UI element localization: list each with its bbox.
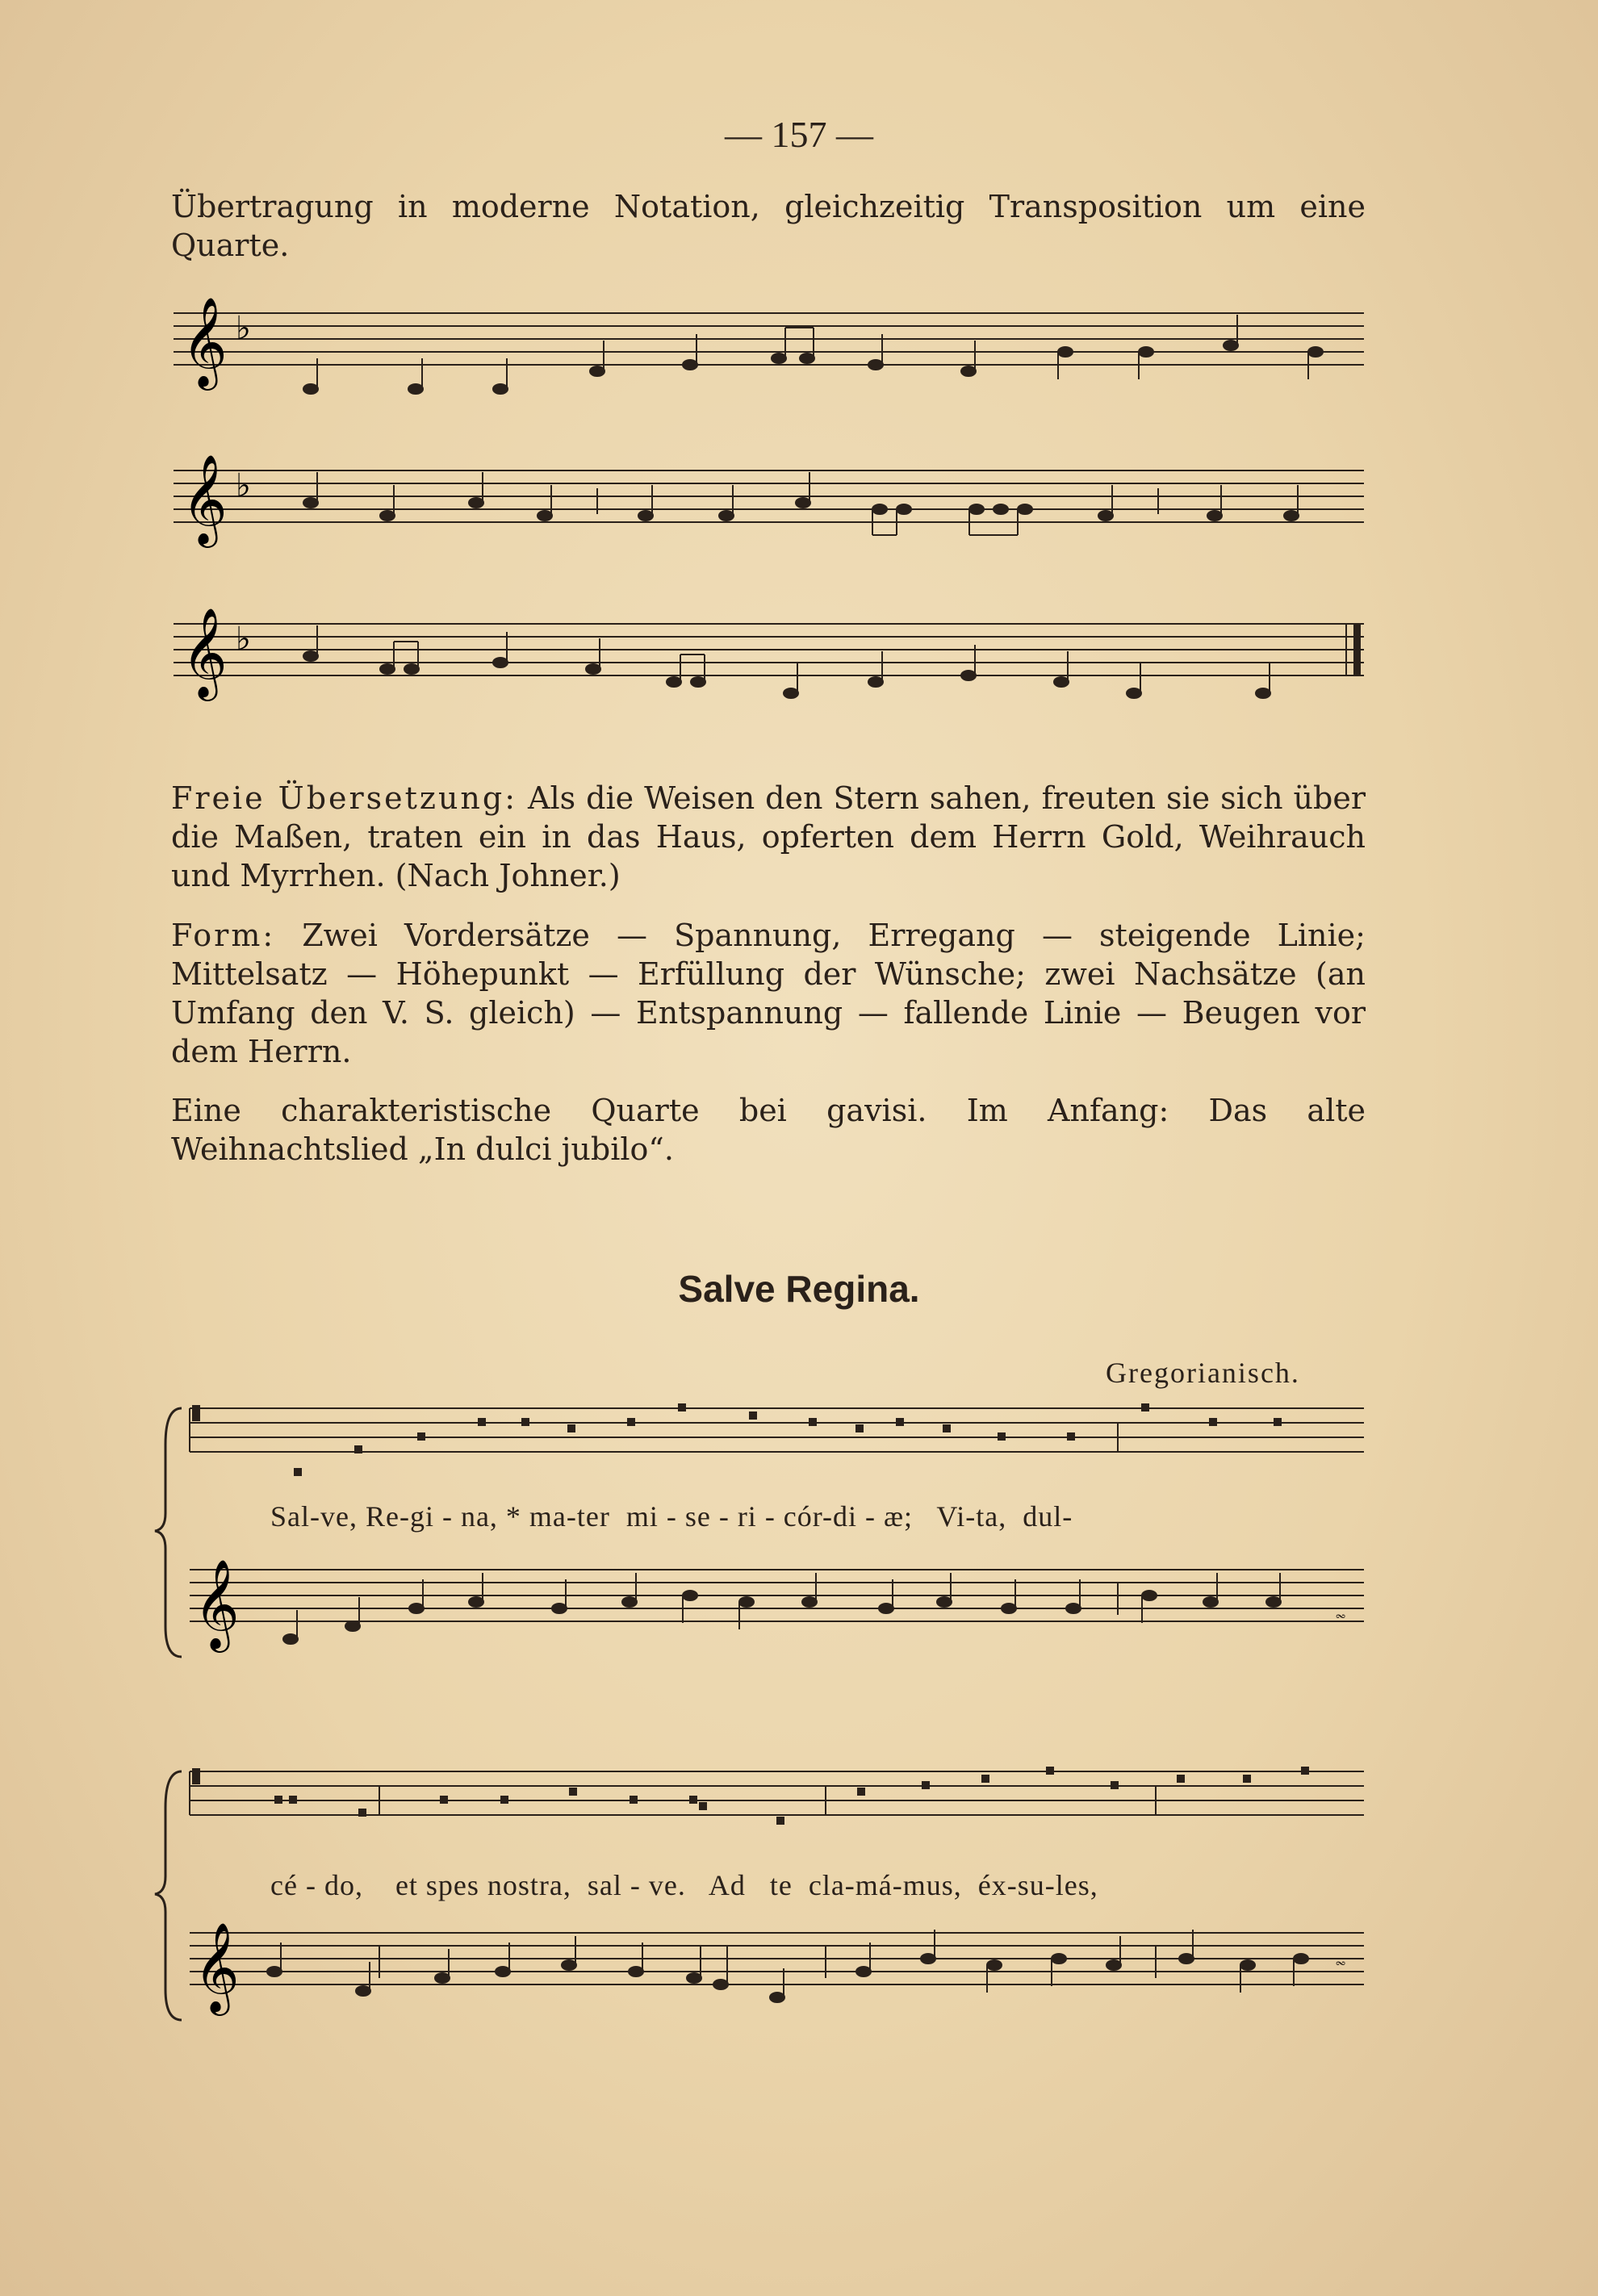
translation-text: Als die Weisen den Stern sahen, freuten sie sich über die Maßen, traten ein in das Haus, opferten dem Herrn Gold, Weihrauch und Myrrhen. (Nach Johner.) <box>171 780 1366 893</box>
form-lead: Form: <box>171 918 276 953</box>
melody-staff-3 <box>0 609 1598 722</box>
treble-clef-icon: 𝄞 <box>182 296 228 387</box>
lyric-line-2: cé - do, et spes nostra, sal - ve. Ad te cla-má-mus, éx-su-les, <box>270 1869 1098 1901</box>
treble-clef-icon: 𝄞 <box>194 1558 240 1649</box>
translation-lead: Freie Übersetzung: <box>171 780 518 816</box>
system-brace <box>155 1408 182 1657</box>
trill-icon: 𝆗 <box>1336 1951 1346 1972</box>
form-text: Zwei Vordersätze — Spannung, Erregang — steigende Linie; Mittelsatz — Höhepunkt — Erfüllung der Wünsche; zwei Nachsätze (an Umfang den V. S. gleich) — Entspannung — fallende Linie — Beugen vor dem Herrn. <box>171 918 1366 1069</box>
chant-clef-icon <box>192 1768 200 1784</box>
melody-staff-1 <box>0 296 1598 420</box>
page-number: — 157 — <box>725 114 873 155</box>
lyric-line-1: Sal-ve, Re-gi - na, * ma-ter mi - se - ri - cór-di - æ; Vi-ta, dul- <box>270 1500 1073 1533</box>
piece-title: Salve Regina. <box>678 1268 920 1310</box>
translation-paragraph <box>171 779 1366 895</box>
flat-icon: ♭ <box>236 310 251 347</box>
trill-icon: 𝆗 <box>1336 1604 1346 1625</box>
note-paragraph: Eine charakteristische Quarte bei gavisi. Im Anfang: Das alte Weihnachtslied „In dulci jubilo“. <box>171 1093 1366 1167</box>
treble-clef-icon: 𝄞 <box>182 607 228 697</box>
style-credit: Gregorianisch. <box>1106 1357 1300 1389</box>
treble-clef-icon: 𝄞 <box>194 1922 240 2012</box>
score-system-1 <box>0 1400 1598 1667</box>
melody-staff-2 <box>0 456 1598 561</box>
intro-paragraph: Übertragung in moderne Notation, gleichzeitig Transposition um eine Quarte. <box>171 189 1366 263</box>
flat-icon: ♭ <box>236 467 251 504</box>
chant-clef-icon <box>192 1405 200 1421</box>
flat-icon: ♭ <box>236 621 251 658</box>
treble-clef-icon: 𝄞 <box>182 454 228 544</box>
system-brace <box>155 1771 182 2020</box>
form-paragraph <box>171 916 1366 1071</box>
